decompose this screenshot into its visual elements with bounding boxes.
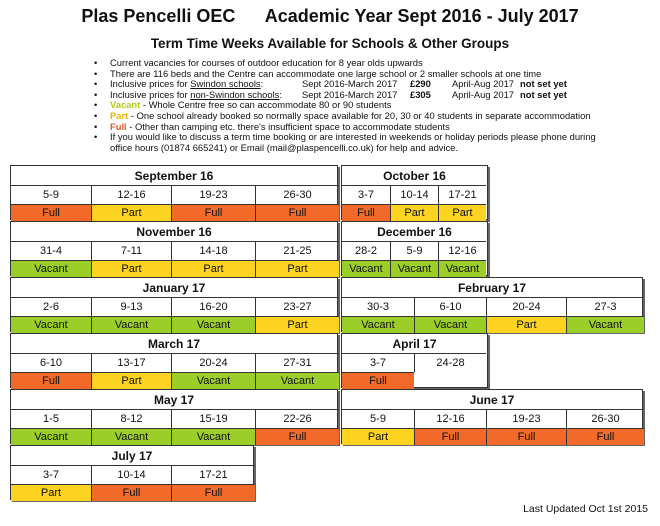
non-swindon-label: non-Swindon schools bbox=[190, 88, 280, 100]
price-period: April-Aug 2017 bbox=[452, 88, 515, 100]
month-title: July 17 bbox=[111, 449, 153, 463]
week-cell bbox=[566, 297, 644, 333]
month-block bbox=[341, 277, 643, 332]
month-block bbox=[10, 165, 338, 220]
week-status: Vacant bbox=[11, 260, 91, 277]
week-dates: 3-7 bbox=[358, 189, 374, 201]
info-text: - Whole Centre free so can accommodate 80 or 90 students bbox=[140, 99, 392, 111]
info-text: - Other than camping etc. there's insufficient space to accommodate students bbox=[126, 120, 450, 132]
info-text: : bbox=[260, 78, 264, 90]
week-dates: 5-9 bbox=[43, 189, 59, 201]
week-status: Full bbox=[567, 428, 644, 445]
week-cell bbox=[171, 297, 255, 333]
week-status: Part bbox=[439, 204, 486, 221]
week-dates: 27-3 bbox=[594, 301, 617, 313]
month-title: September 16 bbox=[134, 169, 214, 183]
week-dates: 30-3 bbox=[366, 301, 390, 313]
week-status: Full bbox=[11, 204, 91, 221]
week-cell bbox=[11, 465, 91, 501]
week-dates: 26-30 bbox=[283, 189, 312, 201]
week-cell bbox=[566, 409, 644, 445]
week-dates: 10-14 bbox=[400, 189, 429, 201]
week-dates: 6-10 bbox=[39, 357, 63, 369]
week-cell bbox=[486, 409, 566, 445]
week-status: Vacant bbox=[172, 316, 255, 333]
week-status: Part bbox=[92, 204, 171, 221]
month-title: December 16 bbox=[377, 225, 452, 239]
week-cell bbox=[91, 409, 171, 445]
week-dates: 19-23 bbox=[512, 413, 541, 425]
month-block bbox=[10, 445, 254, 500]
week-dates: 22-26 bbox=[283, 413, 312, 425]
week-dates: 2-6 bbox=[43, 301, 59, 313]
week-status: Vacant bbox=[11, 316, 91, 333]
price-period: Sept 2016-March 2017 bbox=[302, 78, 398, 90]
price-period: Sept 2016-March 2017 bbox=[302, 88, 398, 100]
month-block bbox=[10, 221, 338, 276]
week-status: Part bbox=[92, 372, 171, 389]
week-status: Part bbox=[487, 316, 566, 333]
week-dates: 21-25 bbox=[283, 245, 312, 257]
month-block bbox=[10, 333, 338, 388]
week-dates: 12-16 bbox=[448, 245, 477, 257]
week-cell bbox=[255, 241, 339, 277]
week-cell bbox=[438, 185, 486, 221]
month-title: October 16 bbox=[383, 169, 446, 183]
week-dates: 13-17 bbox=[117, 357, 146, 369]
week-dates: 14-18 bbox=[199, 245, 228, 257]
month-title: January 17 bbox=[142, 281, 206, 295]
page-subtitle: Term Time Weeks Available for Schools & Other Groups bbox=[150, 36, 510, 51]
info-item-continued bbox=[92, 143, 652, 154]
month-title: March 17 bbox=[147, 337, 201, 351]
week-dates: 17-21 bbox=[448, 189, 477, 201]
month-block bbox=[10, 389, 338, 444]
week-cell bbox=[255, 297, 339, 333]
price-value: not set yet bbox=[520, 78, 567, 90]
week-cell bbox=[414, 409, 486, 445]
week-cell bbox=[11, 297, 91, 333]
week-dates: 15-19 bbox=[199, 413, 228, 425]
week-dates: 20-24 bbox=[199, 357, 228, 369]
week-dates: 8-12 bbox=[120, 413, 143, 425]
last-updated: Last Updated Oct 1st 2015 bbox=[523, 503, 648, 515]
week-cell bbox=[91, 297, 171, 333]
week-status: Full bbox=[415, 428, 486, 445]
week-dates: 7-11 bbox=[120, 245, 143, 257]
week-status: Vacant bbox=[439, 260, 486, 277]
week-dates: 5-9 bbox=[406, 245, 423, 257]
week-status: Full bbox=[172, 204, 255, 221]
week-dates: 24-28 bbox=[436, 357, 465, 369]
week-dates: 3-7 bbox=[43, 469, 59, 481]
week-status: Full bbox=[342, 372, 414, 389]
week-cell bbox=[91, 241, 171, 277]
info-text: : bbox=[279, 88, 282, 100]
week-cell bbox=[171, 241, 255, 277]
week-dates: 12-16 bbox=[436, 413, 465, 425]
info-text: There are 116 beds and the Centre can accommodate one large school or 2 smaller schools at one time bbox=[110, 67, 542, 79]
week-status: Full bbox=[92, 484, 171, 501]
month-title: April 17 bbox=[392, 337, 437, 351]
info-list bbox=[92, 58, 652, 153]
week-status: Full bbox=[11, 372, 91, 389]
month-title: May 17 bbox=[153, 393, 195, 407]
week-status: Part bbox=[256, 260, 339, 277]
week-status: Full bbox=[256, 204, 339, 221]
week-dates: 16-20 bbox=[199, 301, 228, 313]
week-dates: 5-9 bbox=[370, 413, 386, 425]
month-block bbox=[10, 277, 338, 332]
week-status: Vacant bbox=[172, 372, 255, 389]
week-cell bbox=[91, 185, 171, 221]
week-dates: 9-13 bbox=[120, 301, 143, 313]
week-dates: 6-10 bbox=[439, 301, 462, 313]
week-status: Part bbox=[92, 260, 171, 277]
week-status: Part bbox=[256, 316, 339, 333]
info-text: Current vacancies for courses of outdoor education for 8 year olds upwards bbox=[110, 57, 423, 68]
week-status: Full bbox=[172, 484, 255, 501]
week-status: Vacant bbox=[256, 372, 339, 389]
week-status: Part bbox=[342, 428, 414, 445]
month-title: February 17 bbox=[457, 281, 527, 295]
week-cell bbox=[11, 409, 91, 445]
week-status: Part bbox=[11, 484, 91, 501]
month-block bbox=[341, 221, 488, 276]
week-dates: 26-30 bbox=[591, 413, 620, 425]
price-period: April-Aug 2017 bbox=[452, 78, 515, 90]
full-key: Full bbox=[110, 120, 127, 132]
week-status: Full bbox=[256, 428, 339, 445]
week-cell bbox=[438, 241, 486, 277]
week-cell bbox=[171, 185, 255, 221]
info-text: - One school already booked so normally space available for 20, 30 or 40 students in separate accommodation bbox=[128, 109, 591, 121]
week-cell bbox=[91, 465, 171, 501]
price-value: £305 bbox=[410, 88, 431, 100]
week-dates: 17-21 bbox=[199, 469, 228, 481]
week-cell bbox=[171, 409, 255, 445]
info-text: Inclusive prices for bbox=[110, 78, 191, 90]
week-cell bbox=[486, 297, 566, 333]
week-dates: 28-2 bbox=[354, 245, 378, 257]
month-block bbox=[341, 165, 488, 220]
week-cell bbox=[342, 297, 414, 333]
week-cell bbox=[255, 185, 339, 221]
week-cell bbox=[414, 297, 486, 333]
week-cell bbox=[342, 241, 390, 277]
week-dates: 19-23 bbox=[199, 189, 228, 201]
week-status: Vacant bbox=[415, 316, 486, 333]
vacant-key: Vacant bbox=[110, 99, 141, 111]
week-cell bbox=[11, 353, 91, 389]
week-dates: 1-5 bbox=[43, 413, 59, 425]
week-cell bbox=[11, 241, 91, 277]
week-status: Vacant bbox=[342, 260, 390, 277]
week-status: Vacant bbox=[11, 428, 91, 445]
info-text: office hours (01874 665241) or Email (mail@plaspencelli.co.uk) for help and advice. bbox=[110, 141, 459, 153]
week-status: Full bbox=[487, 428, 566, 445]
week-cell bbox=[91, 353, 171, 389]
week-cell bbox=[342, 185, 390, 221]
month-title: June 17 bbox=[469, 393, 515, 407]
week-cell bbox=[390, 241, 438, 277]
price-value: £290 bbox=[410, 78, 431, 90]
week-cell bbox=[11, 185, 91, 221]
week-status: Vacant bbox=[92, 316, 171, 333]
price-value: not set yet bbox=[520, 88, 567, 100]
week-cell bbox=[171, 353, 255, 389]
week-dates: 10-14 bbox=[117, 469, 146, 481]
week-status: Vacant bbox=[567, 316, 644, 333]
part-key: Part bbox=[110, 109, 129, 121]
week-dates: 20-24 bbox=[512, 301, 541, 313]
week-status: Vacant bbox=[92, 428, 171, 445]
month-block bbox=[341, 389, 643, 444]
week-cell bbox=[342, 353, 414, 389]
week-cell bbox=[342, 409, 414, 445]
week-dates: 31-4 bbox=[39, 245, 63, 257]
week-cell bbox=[414, 353, 486, 372]
swindon-label: Swindon schools bbox=[190, 78, 261, 90]
week-status: Vacant bbox=[342, 316, 414, 333]
week-dates: 12-16 bbox=[117, 189, 146, 201]
week-cell bbox=[171, 465, 255, 501]
info-text: Inclusive prices for bbox=[110, 88, 191, 100]
week-status: Vacant bbox=[172, 428, 255, 445]
week-cell bbox=[390, 185, 438, 221]
week-cell bbox=[255, 409, 339, 445]
month-title: November 16 bbox=[136, 225, 212, 239]
page-title: Plas Pencelli OEC Academic Year Sept 2016 - July 2017 bbox=[81, 6, 579, 26]
week-dates: 27-31 bbox=[283, 357, 312, 369]
week-dates: 23-27 bbox=[283, 301, 312, 313]
week-status: Part bbox=[391, 204, 438, 221]
week-status: Vacant bbox=[391, 260, 438, 277]
week-cell bbox=[255, 353, 339, 389]
month-block bbox=[341, 333, 488, 388]
info-text: If you would like to discuss a term time booking or are interested in weekends or holiday periods please phone during bbox=[110, 131, 596, 143]
week-status: Part bbox=[172, 260, 255, 277]
week-dates: 3-7 bbox=[370, 357, 386, 369]
week-status: Full bbox=[342, 204, 390, 221]
